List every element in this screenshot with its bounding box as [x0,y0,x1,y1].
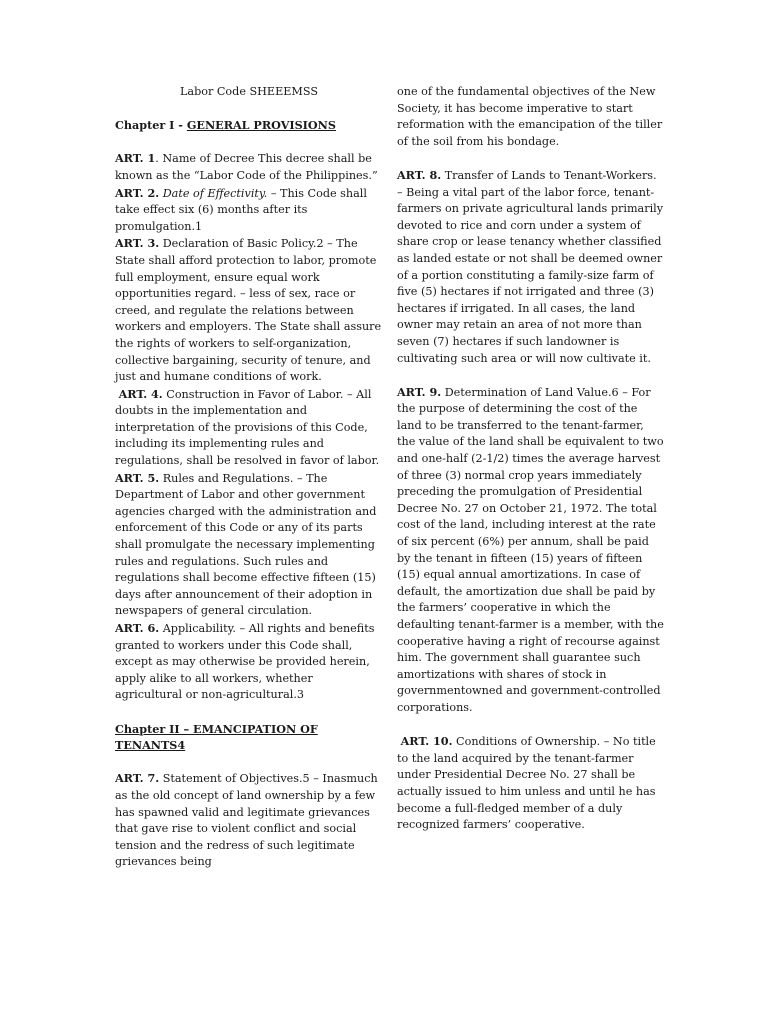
article-7-body-part2: one of the fundamental objectives of the New Society, it has become imperative to start reformation with the emancipation of the tiller of the soil from his bondage. [397,85,663,148]
article-10-heading: Conditions of Ownership. [452,735,601,749]
article-6-heading: Applicability. [159,622,236,635]
article-1-body: This decree shall be known as the “Labor Code of the Philippines.” [115,152,378,182]
article-4-body: – All doubts in the implementation and interpretation of the provisions of this Code, including its implementing rules and regulations, shall be resolved in favor of labor. [115,387,380,468]
article-1-number: ART. 1 [115,151,156,166]
article-8-heading: Transfer of Lands to Tenant-Workers. [441,168,657,182]
article-4 [115,386,383,470]
article-9-body: – For the purpose of determining the cost of the land to be transferred to the tenant-farmer, the value of the land shall be equivalent to two and one-half (2-1/2) times the average harvest of three (3) normal crop years immediately preceding the promulgation of Presidential Decree No. 27 on October 21, 1972. The total cost of the land, including interest at the rate of six percent (6%) per annum, shall be paid by the tenant in fifteen (15) years of fifteen (15) equal annual amortizations. In case of default, the amortization due shall be paid by the farmers’ cooperative in which the defaulting tenant-farmer is a member, with the cooperative having a right of recourse against him. The government shall guarantee such amortizations with shares of stock in governmentowned and government-controlled corporations. [397,385,664,714]
article-2 [115,185,383,236]
article-10-body: – No title to the land acquired by the tenant-farmer under Presidential Decree No. 27 shall be actually issued to him unless and until he has become a full-fledged member of a duly recognized farmers’ cooperative. [397,735,656,832]
chapter-2-label: Chapter II – [115,721,194,736]
right-column [397,84,665,834]
article-3-heading: Declaration of Basic Policy.2 [159,237,324,251]
article-1 [115,150,383,184]
article-10 [397,733,665,834]
spacer [397,367,665,384]
article-7-heading: Statement of Objectives.5 [159,772,310,786]
document-title: Labor Code SHEEEMSS [179,85,319,98]
article-6 [115,620,383,704]
article-7-continued [397,84,665,150]
chapter-1-heading [115,117,383,134]
article-8-body: – Being a vital part of the labor force, tenant-farmers on private agricultural lands primarily devoted to rice and corn under a system of share crop or lease tenancy whether classified as landed estate or not shall be deemed owner of a portion constituting a family-size farm of five (5) hectares if not irrigated and three (3) hectares if irrigated. In all cases, the land owner may retain an area of not more than seven (7) hectares if such landowner is cultivating such area or will now cultivate it. [397,185,664,365]
article-7-number: ART. 7. [115,771,160,786]
article-2-number: ART. 2. [115,185,160,200]
article-9-number: ART. 9. [397,384,442,399]
article-3-body: – The State shall afford protection to labor, promote full employment, ensure equal work opportunities regard. – less of sex, race or creed, and regulate the relations between workers and employers. The State shall assure the rights of workers to self-organization, collective bargaining, security of tenure, and just and humane conditions of work. [115,237,382,384]
spacer [397,150,665,167]
article-1-heading: . Name of Decree [155,152,255,166]
article-6-number: ART. 6. [115,621,160,635]
article-2-body: – This Code shall take effect six (6) months after its promulgation.1 [115,186,367,233]
article-5-heading: Rules and Regulations. [159,471,294,485]
chapter-1-label: Chapter I - [115,118,187,133]
left-column [115,84,383,871]
article-3-number: ART. 3. [115,236,160,251]
spacer [397,717,665,734]
article-10-number: ART. 10. [400,734,453,749]
chapter-2-heading [115,721,383,754]
article-9-heading: Determination of Land Value.6 [441,385,619,399]
spacer [115,704,383,721]
article-8-number: ART. 8. [397,167,442,182]
article-5 [115,470,383,620]
article-2-heading: Date of Effectivity. [159,186,268,200]
chapter-2-title: EMANCIPATION OF TENANTS4 [115,721,318,753]
article-7-body-part1: – Inasmuch as the old concept of land ownership by a few has spawned valid and legitimate grievances that gave rise to violent conflict and social tension and the redress of such legitimate grievances being [115,772,378,869]
article-5-body: – The Department of Labor and other government agencies charged with the administration and enforcement of this Code or any of its parts shall promulgate the necessary implementing rules and regulations. Such rules and regulations shall become effective fifteen (15) days after announcement of their adoption in newspapers of general circulation. [115,471,377,618]
article-7 [115,770,383,871]
chapter-1-title: GENERAL PROVISIONS [186,118,336,133]
article-5-number: ART. 5. [115,470,160,485]
article-3 [115,235,383,385]
article-9 [397,384,665,717]
article-8 [397,167,665,367]
article-4-heading: Construction in Favor of Labor. [162,387,344,401]
article-6-body: – All rights and benefits granted to workers under this Code shall, except as may otherwise be provided herein, apply alike to all workers, whether agricultural or non-agricultural.3 [115,622,375,702]
article-4-number: ART. 4. [118,386,163,401]
